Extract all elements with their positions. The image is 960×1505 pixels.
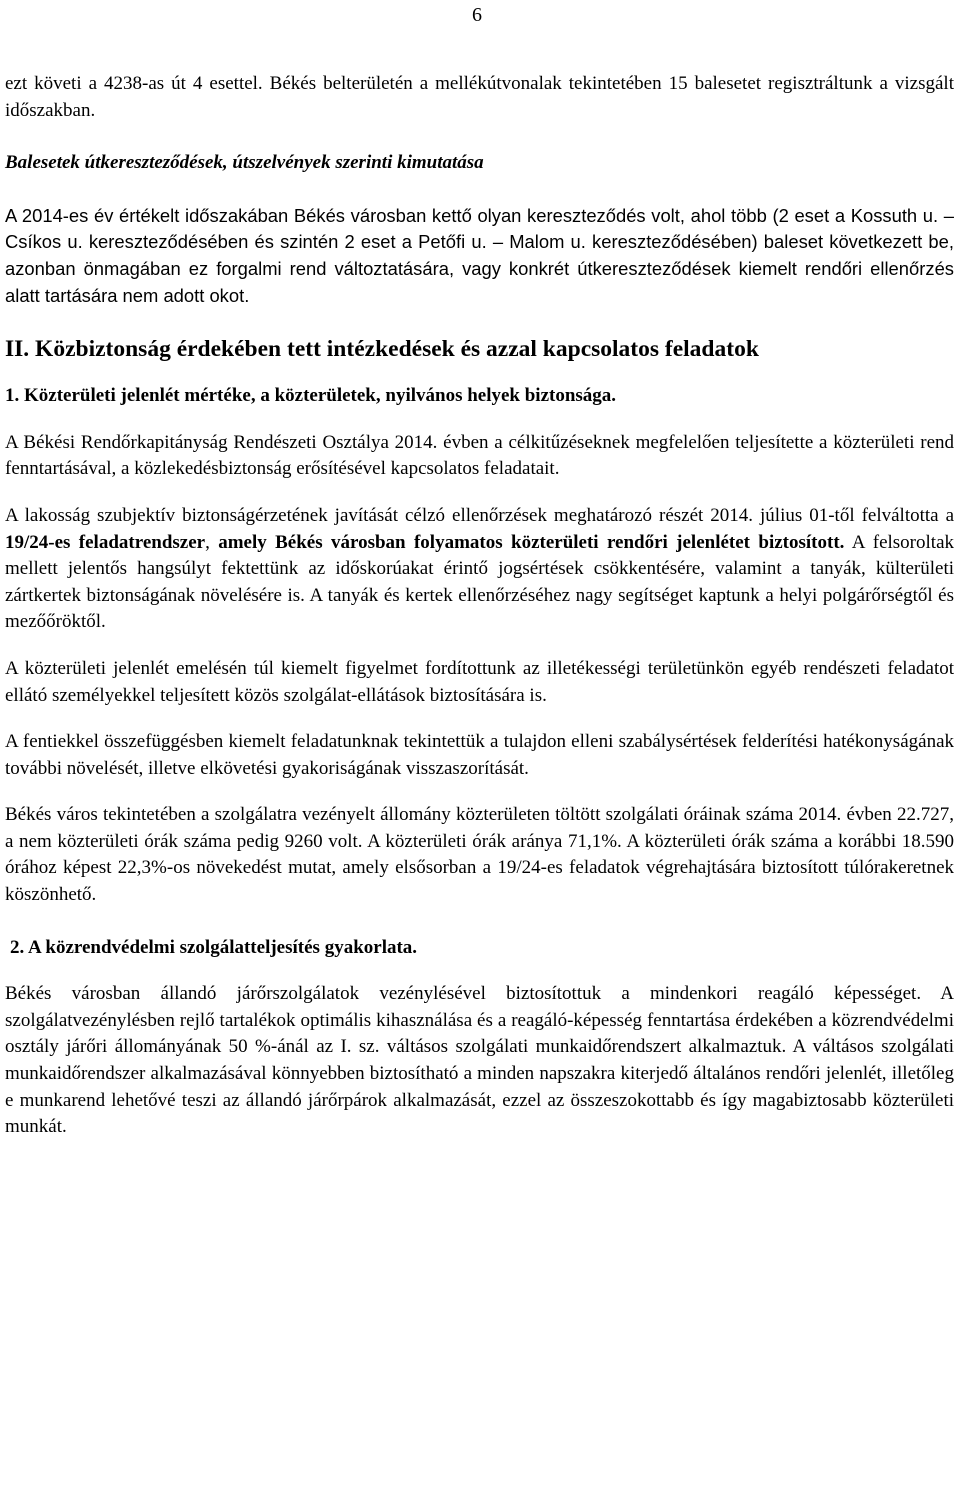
section-heading-ii: II. Közbiztonság érdekében tett intézkedések és azzal kapcsolatos feladatok	[5, 336, 759, 363]
paragraph-1a: A Békési Rendőrkapitányság Rendészeti Osztálya 2014. évben a célkitűzéseknek megfelelően teljesítette a közterületi rend fenntartásával, a közlekedésbiztonság erősítésével kapcsolatos feladatait.	[5, 431, 954, 480]
paragraph-1b-mid: ,	[205, 531, 219, 553]
paragraph-1d: A fentiekkel összefüggésben kiemelt feladatunknak tekintettük a tulajdon elleni szabálysértések felderítési hatékonyságának további növelését, illetve elkövetési gyakoriságának visszaszorítását.	[5, 731, 954, 779]
subheading-accidents: Balesetek útkereszteződések, útszelvények szerinti kimutatása	[5, 152, 484, 174]
paragraph-intersections: A 2014-es év értékelt időszakában Békés városban kettő olyan kereszteződés volt, ahol több (2 eset a Kossuth u. – Csíkos u. kereszteződésében és szintén 2 eset a Petőfi u. – Malom u. kereszteződésében) baleset következett be, azonban önmagában ez forgalmi rend változtatására, vagy konkrét útkereszteződések kiemelt rendőri ellenőrzés alatt tartására nem adott okot.	[5, 204, 954, 306]
paragraph-1b	[5, 503, 954, 636]
paragraph-1b-start: A lakosság szubjektív biztonságérzetének javítását célzó ellenőrzések meghatározó részét 2014. július 01-től felváltotta a	[5, 504, 954, 526]
paragraph-1b-bold-2: amely Békés városban folyamatos közterületi rendőri jelenlétet biztosított.	[218, 531, 845, 553]
paragraph-intro: ezt követi a 4238-as út 4 esettel. Békés belterületén a mellékútvonalak tekintetében 15 balesetet regisztráltunk a vizsgált időszakban.	[5, 73, 954, 121]
paragraph-1b-end: A felsoroltak mellett jelentős hangsúlyt fektettünk az időskorúakat érintő jogsértések csökkentésére, valamint a tanyák, külterületi zártkertek biztonságának növelésére is. A tanyák és kertek ellenőrzéséhez nagy segítséget kaptunk a helyi polgárőrségtől és mezőőröktől.	[5, 531, 954, 633]
paragraph-1e: Békés város tekintetében a szolgálatra vezényelt állomány közterületen töltött szolgálati óráinak száma 2014. évben 22.727, a nem közterületi órák száma pedig 9260 volt. A közterületi órák aránya 71,1%. A közterületi órák száma a korábbi 18.590 órához képest 22,3%-os növekedést mutat, amely elsősorban a 19/24-es feladatok végrehajtására biztosított túlórakeretnek köszönhető.	[5, 804, 954, 906]
document-body	[5, 71, 954, 1141]
subsection-heading-2: 2. A közrendvédelmi szolgálatteljesítés gyakorlata.	[10, 936, 418, 958]
page-number: 6	[472, 4, 482, 26]
paragraph-1b-bold-1: 19/24-es feladatrendszer	[5, 531, 206, 553]
paragraph-1c: A közterületi jelenlét emelésén túl kiemelt figyelmet fordítottunk az illetékességi területünkön egyéb rendészeti feladatot ellátó személyekkel teljesített közös szolgálat-ellátások biztosítására is.	[5, 657, 954, 706]
subsection-heading-1: 1. Közterületi jelenlét mértéke, a közterületek, nyilvános helyek biztonsága.	[5, 385, 617, 407]
paragraph-2a: Békés városban állandó járőrszolgálatok vezénylésével biztosítottuk a mindenkori reagáló képességet. A szolgálatvezénylésben rejlő tartalékok optimális kihasználása és a reagáló-képesség fenntartása érdekében a közrendvédelmi osztály járőri állományának 50 %-ánál az I. sz. váltásos szolgálati munkaidőrendszert alkalmaztuk. A váltásos szolgálati munkaidőrendszer alkalmazásával könnyebben biztosítható a minden napszakra kiterjedő általános rendőri jelenlét, illetőleg e munkarend lehetővé teszi az állandó járőrpárok alkalmazását, ezzel az összeszokottabb és így magabiztosabb közterületi munkát.	[5, 983, 954, 1138]
